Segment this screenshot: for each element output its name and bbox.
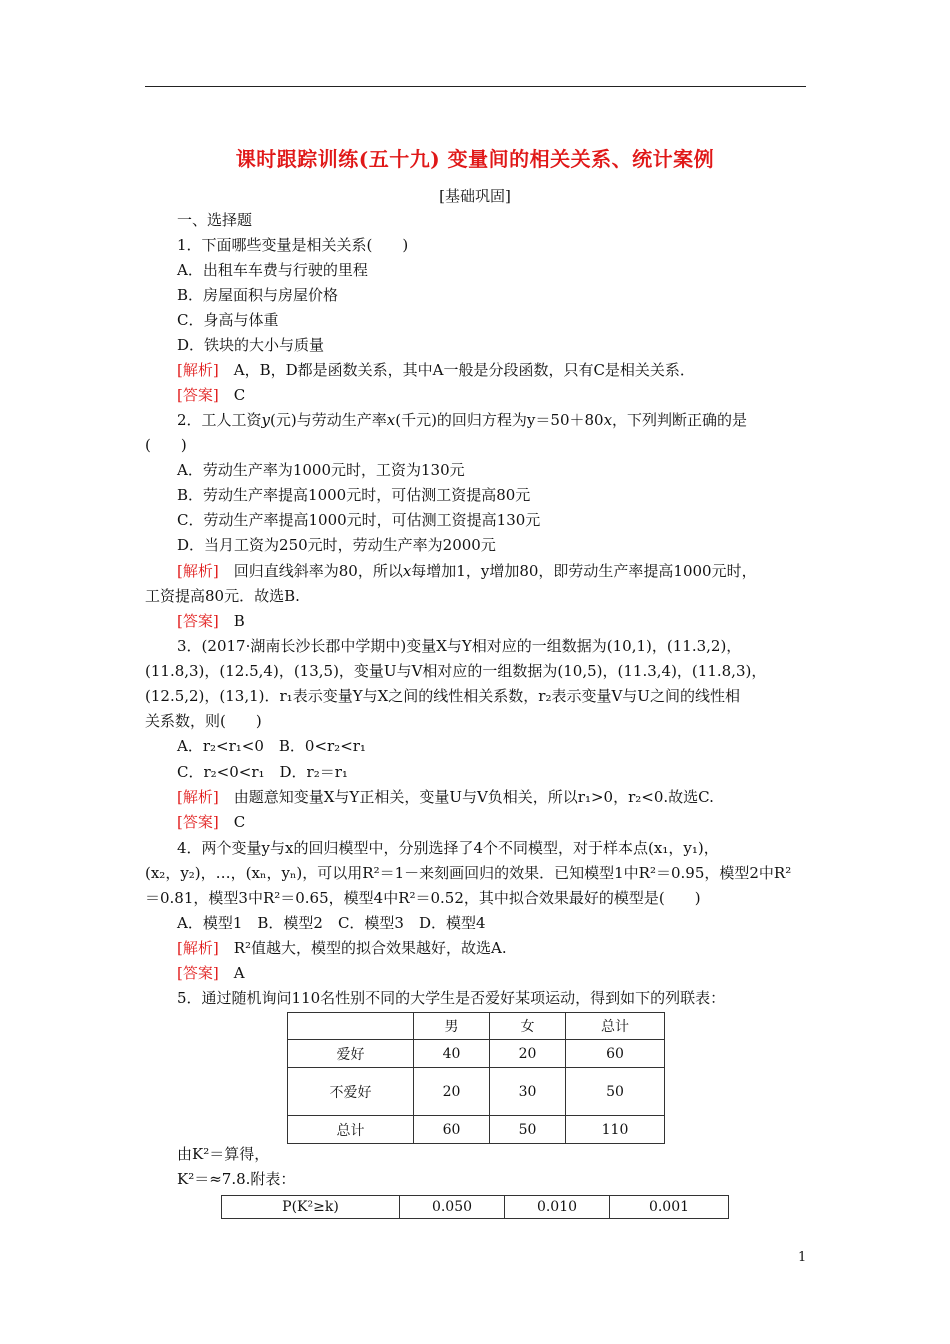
- page-subtitle: [基础巩固]: [439, 187, 511, 205]
- table-cell: 0.001: [610, 1196, 729, 1219]
- q3-line3: (12.5,2)，(13,1)．r₁表示变量Y与X之间的线性相关系数，r₂表示变量V与U之间的线性相: [145, 687, 740, 705]
- table-row: [288, 1040, 665, 1068]
- q2-analysis-cont: 工资提高80元．故选B.: [145, 587, 300, 605]
- q2-stem-var: y: [261, 411, 271, 429]
- q4-line3: ＝0.81，模型3中R²＝0.65，模型4中R²＝0.52，其中拟合效果最好的模型是( ): [145, 889, 701, 907]
- q5-after2: K²＝≈7.8.附表：: [177, 1170, 296, 1188]
- q3-options-ab: A．r₂<r₁<0 B．0<r₂<r₁: [177, 737, 366, 755]
- table-cell: 50: [490, 1116, 566, 1144]
- q1-option-c: C．身高与体重: [177, 311, 279, 329]
- q1-stem: 1．下面哪些变量是相关关系( ): [177, 236, 409, 254]
- table-cell: 0.050: [400, 1196, 505, 1219]
- analysis-tag: [解析]: [177, 562, 219, 580]
- answer-text: B: [233, 612, 245, 630]
- q2-stem-part: (千元)的回归方程为y＝50＋80: [395, 411, 604, 429]
- table-cell: 30: [490, 1068, 566, 1116]
- page-title: 课时跟踪训练(五十九) 变量间的相关关系、统计案例: [235, 147, 715, 171]
- answer-tag: [答案]: [177, 612, 219, 630]
- q3-line1: 3．(2017·湖南长沙长郡中学期中)变量X与Y相对应的一组数据为(10,1)，(11.3,2)，: [177, 637, 742, 655]
- q2-answer: [177, 611, 245, 631]
- q2-option-c: C．劳动生产率提高1000元时，可估测工资提高130元: [177, 511, 541, 529]
- answer-tag: [答案]: [177, 386, 219, 404]
- analysis-var: x: [402, 562, 412, 580]
- table-cell: P(K²≥k): [222, 1196, 400, 1219]
- table-row: [288, 1068, 665, 1116]
- table-cell: 0.010: [505, 1196, 610, 1219]
- q4-analysis: [177, 938, 507, 958]
- analysis-tag: [解析]: [177, 939, 219, 957]
- table-cell: 女: [490, 1013, 566, 1040]
- q5-stem: 5．通过随机询问110名性别不同的大学生是否爱好某项运动，得到如下的列联表：: [177, 989, 726, 1007]
- q3-options-cd: C．r₂<0<r₁ D．r₂＝r₁: [177, 763, 348, 781]
- q2-stem-var: x: [386, 411, 396, 429]
- q2-stem-part: 2．工人工资: [177, 411, 262, 429]
- answer-text: A: [233, 964, 245, 982]
- header-rule: [145, 86, 806, 87]
- answer-tag: [答案]: [177, 813, 219, 831]
- table-row: [288, 1013, 665, 1040]
- q3-line4: 关系数，则( ): [145, 712, 262, 730]
- table-cell: 50: [566, 1068, 665, 1116]
- q2-stem-part: ，下列判断正确的是: [612, 411, 748, 429]
- q2-stem-var: x: [603, 411, 613, 429]
- analysis-tag: [解析]: [177, 361, 219, 379]
- answer-text: C: [233, 813, 246, 831]
- q3-line2: (11.8,3)，(12.5,4)，(13,5)，变量U与V相对应的一组数据为(10,5)，(11.3,4)，(11.8,3)，: [145, 662, 767, 680]
- answer-tag: [答案]: [177, 964, 219, 982]
- q1-option-a: A．出租车车费与行驶的里程: [177, 261, 368, 279]
- q2-stem: [177, 410, 747, 430]
- table-cell: 爱好: [288, 1040, 414, 1068]
- analysis-text: A，B，D都是函数关系，其中A一般是分段函数，只有C是相关关系．: [233, 361, 695, 379]
- table-cell: 不爱好: [288, 1068, 414, 1116]
- table-cell: 60: [566, 1040, 665, 1068]
- table-cell: 60: [414, 1116, 490, 1144]
- q1-option-b: B．房屋面积与房屋价格: [177, 286, 339, 304]
- q1-option-d: D．铁块的大小与质量: [177, 336, 325, 354]
- q2-stem-cont: ( ): [145, 436, 187, 454]
- q4-line1: 4．两个变量y与x的回归模型中，分别选择了4个不同模型，对于样本点(x₁，y₁)，: [177, 839, 719, 857]
- table-cell: 20: [414, 1068, 490, 1116]
- answer-text: C: [233, 386, 246, 404]
- q4-answer: [177, 963, 245, 983]
- analysis-text: 由题意知变量X与Y正相关，变量U与V负相关，所以r₁>0，r₂<0.故选C.: [233, 788, 714, 806]
- q1-answer: [177, 385, 245, 405]
- table-cell: 40: [414, 1040, 490, 1068]
- table-cell: 总计: [288, 1116, 414, 1144]
- q2-analysis: [177, 561, 757, 581]
- q5-after1: 由K²＝算得，: [177, 1145, 270, 1163]
- critical-value-table: [221, 1195, 729, 1219]
- q4-options: A．模型1 B．模型2 C．模型3 D．模型4: [177, 914, 486, 932]
- analysis-text: 每增加1，y增加80，即劳动生产率提高1000元时，: [411, 562, 757, 580]
- table-row: [222, 1196, 729, 1219]
- analysis-text: R²值越大，模型的拟合效果越好，故选A.: [233, 939, 507, 957]
- table-cell: 20: [490, 1040, 566, 1068]
- contingency-table: [287, 1012, 665, 1144]
- q2-stem-part: (元)与劳动生产率: [270, 411, 387, 429]
- table-cell: 总计: [566, 1013, 665, 1040]
- table-row: [288, 1116, 665, 1144]
- q2-option-b: B．劳动生产率提高1000元时，可估测工资提高80元: [177, 486, 531, 504]
- q2-option-d: D．当月工资为250元时，劳动生产率为2000元: [177, 536, 496, 554]
- analysis-tag: [解析]: [177, 788, 219, 806]
- analysis-text: 回归直线斜率为80，所以: [233, 562, 403, 580]
- q3-analysis: [177, 787, 714, 807]
- page-number: 1: [798, 1250, 807, 1265]
- section-heading: 一、选择题: [177, 211, 253, 229]
- table-cell: 男: [414, 1013, 490, 1040]
- q2-option-a: A．劳动生产率为1000元时，工资为130元: [177, 461, 465, 479]
- table-cell: 110: [566, 1116, 665, 1144]
- table-cell: [288, 1013, 414, 1040]
- q3-answer: [177, 812, 245, 832]
- q4-line2: (x₂，y₂)，…，(xₙ，yₙ)，可以用R²＝1－来刻画回归的效果．已知模型1中R²＝0.95，模型2中R²: [145, 864, 792, 882]
- q1-analysis: [177, 360, 695, 380]
